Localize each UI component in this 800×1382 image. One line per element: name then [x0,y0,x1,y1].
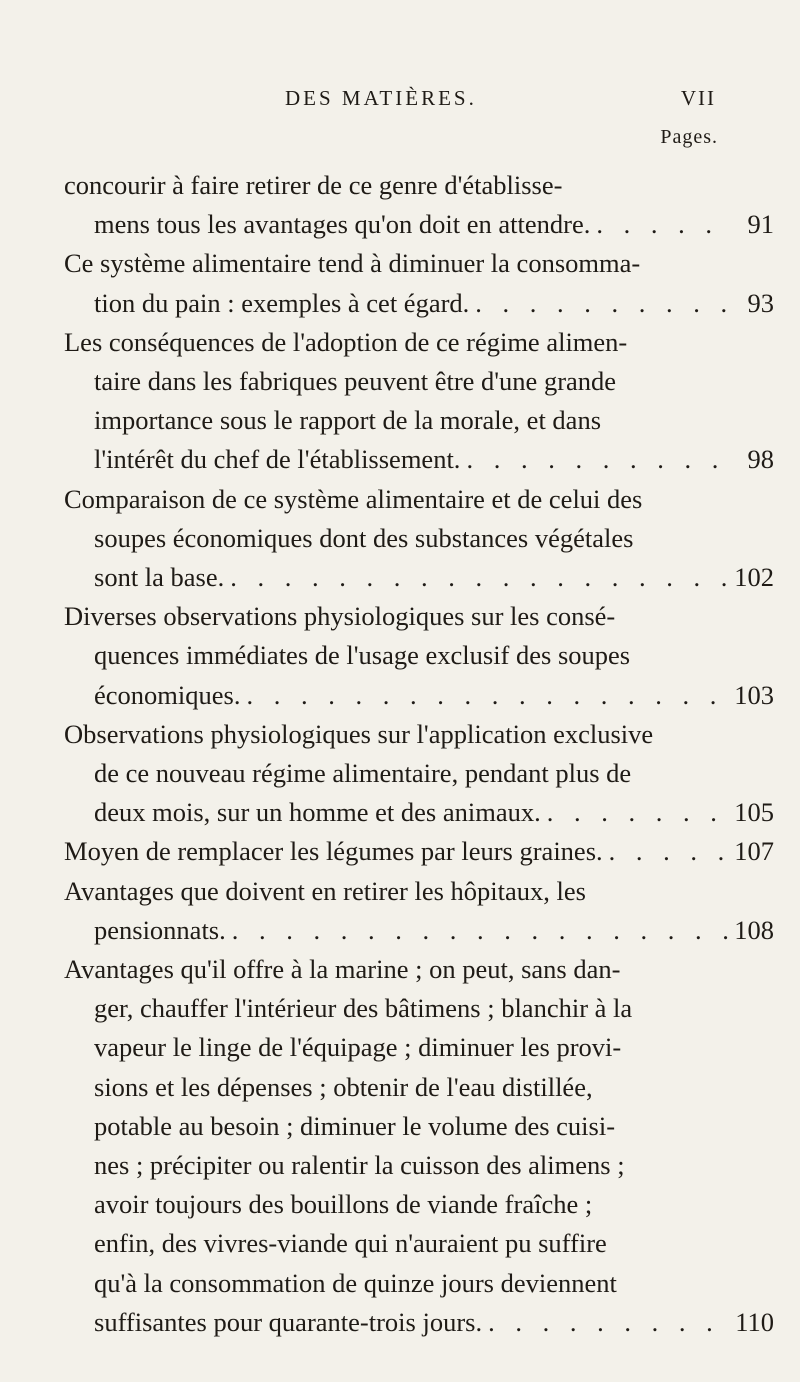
toc-entry-line: Comparaison de ce système alimentaire et de celui des [64,483,643,514]
toc-entry-line: Observations physiologiques sur l'application exclusive [64,718,654,749]
toc-entry-final-line [64,793,774,832]
toc-entry-text: mens tous les avantages qu'on doit en attendre. [94,209,591,240]
toc-entry-final-line [64,558,774,597]
toc-entry-final-line [64,440,774,479]
toc-entry-line: Avantages que doivent en retirer les hôpitaux, les [64,875,586,906]
dot-leader [482,1303,730,1342]
toc-entry-final-line [64,1303,774,1342]
pages-column-label: Pages. [660,126,718,148]
toc-page-number: 108 [734,914,774,945]
dot-leader [590,205,730,244]
dot-leader [224,558,730,597]
toc-page-number: 110 [735,1306,774,1337]
toc-entry [64,166,774,244]
running-title: DES MATIÈRES. [285,86,477,110]
toc-entry-text: économiques. [94,679,241,710]
toc-page-number: 102 [734,562,774,593]
toc-entry-final-line [64,284,774,323]
toc-entry-line: potable au besoin ; diminuer le volume des cuisi- [94,1110,616,1141]
toc-entry [64,323,774,480]
toc-page-number: 91 [747,209,774,240]
toc-entry-final-line [64,832,774,871]
toc-entry-line: importance sous le rapport de la morale, et dans [94,405,602,436]
toc-entry-final-line [64,676,774,715]
toc-entry [64,872,774,950]
toc-page-number: 103 [734,679,774,710]
toc-entry-line: Diverses observations physiologiques sur les consé- [64,601,616,632]
toc-entry-final-line [64,205,774,244]
toc-entry [64,597,774,715]
table-of-contents [64,166,774,1342]
toc-entry-line: sions et les dépenses ; obtenir de l'eau distillée, [94,1071,593,1102]
dot-leader [240,676,730,715]
toc-page-number: 105 [734,797,774,828]
toc-entry-line: Ce système alimentaire tend à diminuer la consomma- [64,248,641,279]
toc-entry [64,715,774,833]
toc-entry [64,832,774,871]
toc-entry-text: sont la base. [94,562,225,593]
toc-entry-line: de ce nouveau régime alimentaire, pendant plus de [94,758,632,789]
toc-entry-text: deux mois, sur un homme et des animaux. [94,797,541,828]
toc-entry-line: taire dans les fabriques peuvent être d'une grande [94,366,617,397]
toc-entry-text: pensionnats. [94,914,226,945]
toc-entry-line: quences immédiates de l'usage exclusif des soupes [94,640,631,671]
toc-entry-line: concourir à faire retirer de ce genre d'établisse- [64,170,563,200]
toc-entry-final-line [64,911,774,950]
toc-entry-text: tion du pain : exemples à cet égard. [94,287,470,318]
toc-entry [64,244,774,322]
page-number: VII [680,86,716,110]
toc-entry-line: soupes économiques dont des substances végétales [94,522,634,553]
toc-entry-text: l'intérêt du chef de l'établissement. [94,444,461,475]
dot-leader [460,440,730,479]
toc-entry-text: Moyen de remplacer les légumes par leurs graines. [64,836,603,867]
toc-page-number: 98 [747,444,774,475]
toc-entry-line: avoir toujours des bouillons de viande fraîche ; [94,1189,593,1220]
toc-entry-line: Avantages qu'il offre à la marine ; on peut, sans dan- [64,954,621,985]
toc-page-number: 93 [747,287,774,318]
toc-entry-line: Les conséquences de l'adoption de ce régime alimen- [64,326,628,357]
toc-entry-line: qu'à la consommation de quinze jours deviennent [94,1267,617,1298]
toc-entry-line: nes ; précipiter ou ralentir la cuisson des alimens ; [94,1150,625,1181]
toc-page-number: 107 [734,836,774,867]
dot-leader [603,832,730,871]
dot-leader [226,911,730,950]
running-head [0,86,800,116]
toc-entry-line: vapeur le linge de l'équipage ; diminuer les provi- [94,1032,622,1063]
toc-entry [64,950,774,1342]
dot-leader [541,793,730,832]
dot-leader [469,284,730,323]
toc-entry-text: suffisantes pour quarante-trois jours. [94,1306,483,1337]
toc-entry-line: ger, chauffer l'intérieur des bâtimens ; blanchir à la [94,993,633,1024]
toc-entry [64,480,774,598]
toc-entry-line: enfin, des vivres-viande qui n'auraient pu suffire [94,1228,607,1259]
